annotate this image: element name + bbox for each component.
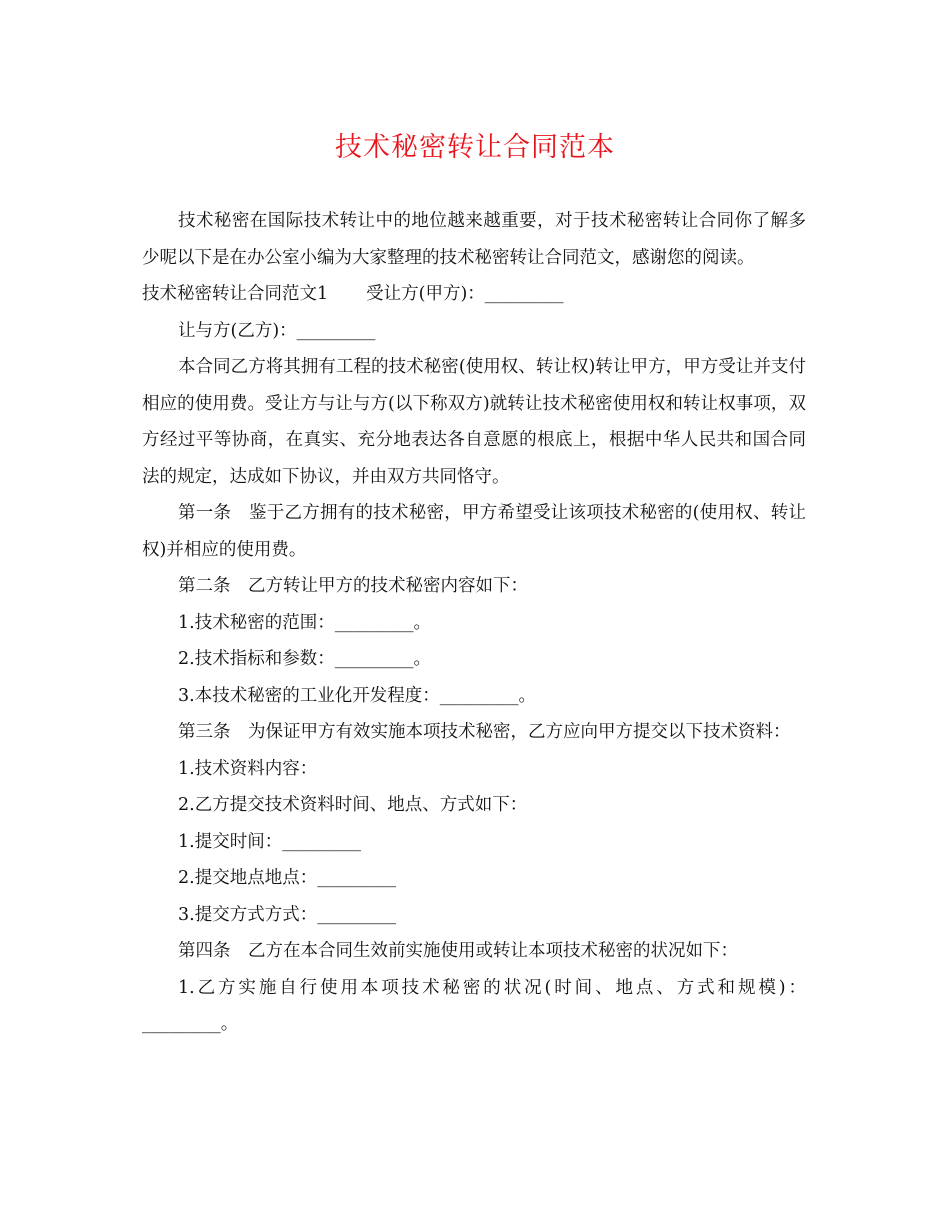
document-title: 技术秘密转让合同范本 xyxy=(335,132,615,163)
article-2-heading: 第二条 乙方转让甲方的技术秘密内容如下： xyxy=(178,576,528,596)
article-2-item-1: 1.技术秘密的范围：_________。 xyxy=(178,612,431,633)
submission-method-field: 3.提交方式方式：_________ xyxy=(178,904,396,925)
article-2-item-3: 3.本技术秘密的工业化开发程度：_________。 xyxy=(178,685,536,706)
article-3-item-1: 1.技术资料内容： xyxy=(178,758,318,779)
article-4-heading: 第四条 乙方在本合同生效前实施使用或转让本项技术秘密的状况如下： xyxy=(178,941,738,961)
preamble-paragraph: 本合同乙方将其拥有工程的技术秘密(使用权、转让权)转让甲方，甲方受让并支付相应的使用费。受让方与让与方(以下称双方)就转让技术秘密使用权和转让权事项，双方经过平等协商，在真实、充分地表达各自意愿的根底上，根据中华人民共和国合同法的规定，达成如下协议，并由双方共同恪守。 xyxy=(142,357,806,487)
article-3-item-2: 2.乙方提交技术资料时间、地点、方式如下： xyxy=(178,795,528,815)
document-body xyxy=(142,203,806,1043)
article-2-item-2: 2.技术指标和参数：_________。 xyxy=(178,649,431,669)
contract-sample-label: 技术秘密转让合同范文1 xyxy=(142,284,329,304)
party-a-field: 受让方(甲方)：_________ xyxy=(366,284,564,304)
contract-header-line xyxy=(142,276,806,313)
submission-time-field: 1.提交时间：_________ xyxy=(178,831,361,852)
submission-place-field: 2.提交地点地点：_________ xyxy=(178,868,396,888)
intro-paragraph: 技术秘密在国际技术转让中的地位越来越重要，对于技术秘密转让合同你了解多少呢以下是在办公室小编为大家整理的技术秘密转让合同范文，感谢您的阅读。 xyxy=(142,211,806,268)
party-b-field: 让与方(乙方)：_________ xyxy=(178,320,376,341)
article-4-item-1: 1.乙方实施自行使用本项技术秘密的状况(时间、地点、方式和规模)：_________。 xyxy=(142,977,806,1034)
article-3-heading: 第三条 为保证甲方有效实施本项技术秘密，乙方应向甲方提交以下技术资料： xyxy=(178,722,791,742)
article-1: 第一条 鉴于乙方拥有的技术秘密，甲方希望受让该项技术秘密的(使用权、转让权)并相应的使用费。 xyxy=(142,503,806,560)
